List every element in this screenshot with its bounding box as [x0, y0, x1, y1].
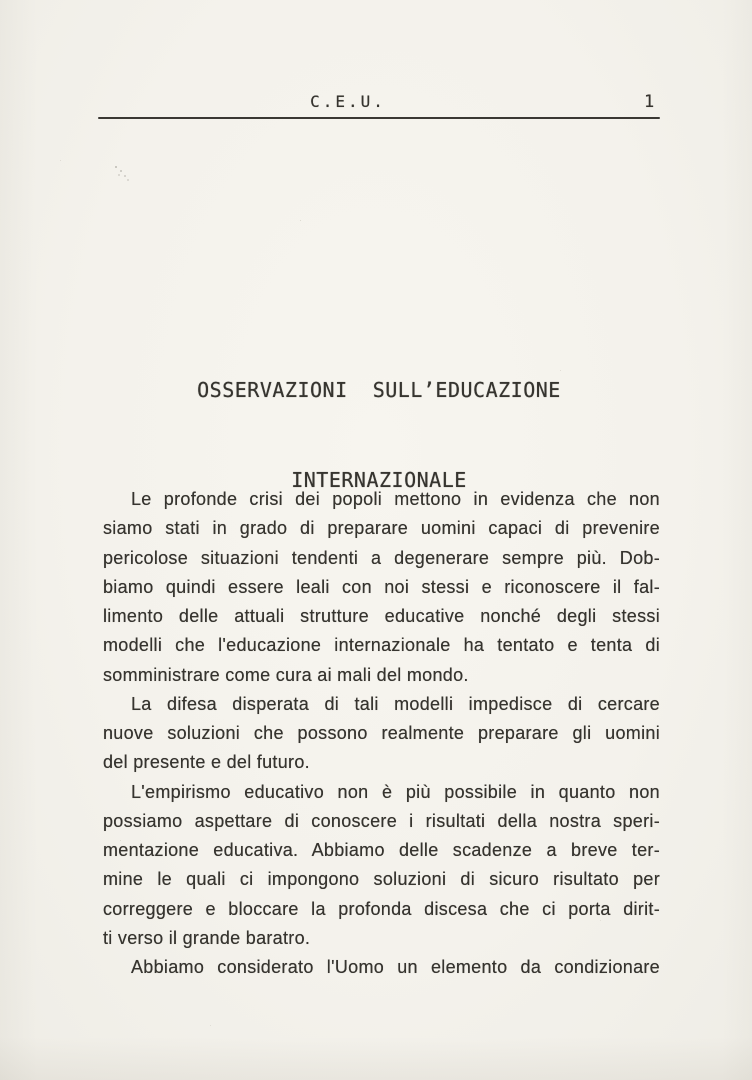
body-line: ti verso il grande baratro. [103, 927, 311, 948]
body-line: L'empirismo educativo non è più possibile in quanto non [131, 781, 660, 802]
document-title-line1: OSSERVAZIONI SULL’EDUCAZIONE [197, 378, 561, 402]
body-line: siamo stati in grado di preparare uomini capaci di prevenire [103, 518, 660, 539]
body-line: biamo quindi essere leali con noi stessi e riconoscere il fal- [103, 576, 660, 597]
page-number: 1 [644, 92, 655, 112]
body-line: del presente e del futuro. [103, 752, 310, 773]
body-line: Le profonde crisi dei popoli mettono in evidenza che non [131, 489, 660, 509]
body-line: somministrare come cura ai mali del mondo. [103, 664, 469, 685]
body-line: modelli che l'educazione internazionale ha tentato e tenta di [103, 635, 660, 656]
body-line: mine le quali ci impongono soluzioni di sicuro risultato per [103, 869, 660, 890]
paper-speckles [300, 220, 301, 221]
ink-smudge [115, 166, 117, 168]
body-line: mentazione educativa. Abbiamo delle scadenze a breve ter- [103, 840, 660, 860]
body-line: Abbiamo considerato l'Uomo un elemento da condizionare [131, 957, 660, 977]
body-text [103, 485, 660, 982]
header-rule [98, 117, 660, 119]
body-line: La difesa disperata di tali modelli impedisce di cercare [131, 693, 660, 714]
body-line: possiamo aspettare di conoscere i risultati della nostra speri- [103, 810, 660, 831]
document-title-line2: INTERNAZIONALE [291, 468, 467, 492]
body-line: nuove soluzioni che possono realmente preparare gli uomini [103, 723, 660, 743]
body-line: limento delle attuali strutture educative nonché degli stessi [103, 606, 660, 626]
body-line: pericolose situazioni tendenti a degenerare sempre più. Dob- [103, 547, 660, 568]
body-line: correggere e bloccare la profonda discesa che ci porta dirit- [103, 898, 660, 919]
running-header: C.E.U. [310, 92, 386, 111]
